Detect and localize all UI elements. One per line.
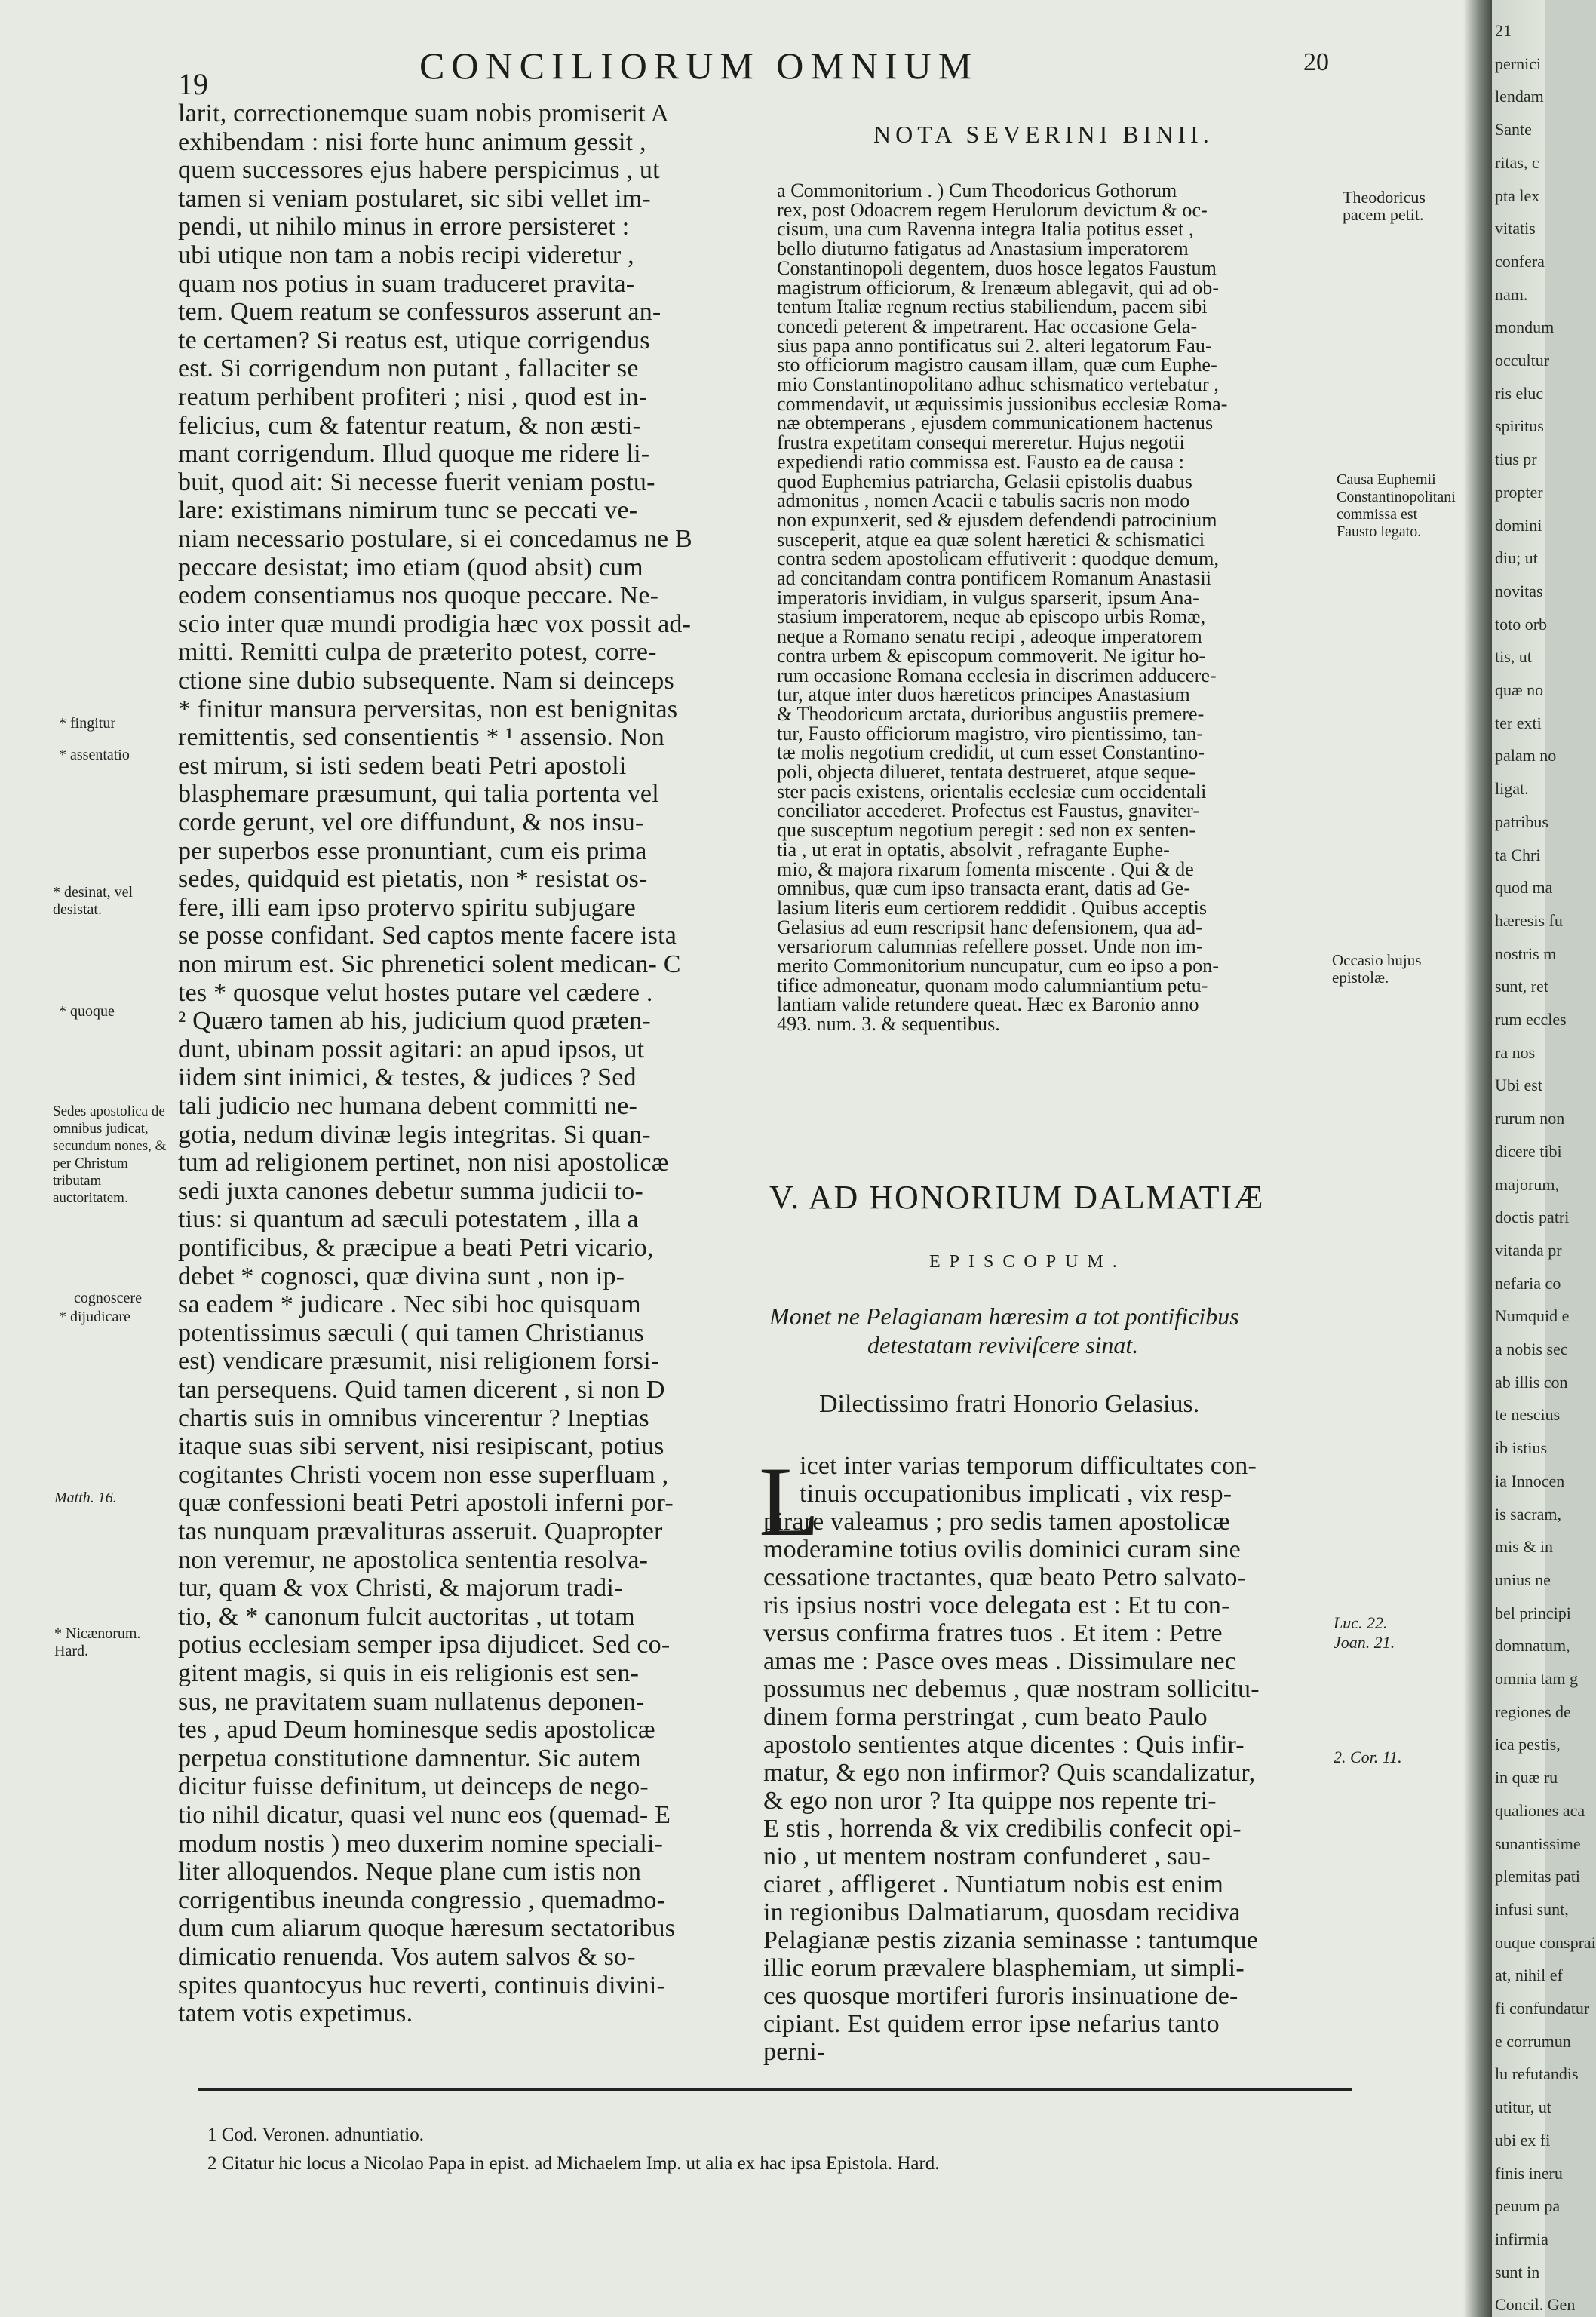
side-note: Joan. 21.: [1334, 1633, 1395, 1652]
adjacent-page-fragment: hæresis fu: [1495, 910, 1563, 930]
text-line: gitent magis, si quis in eis religionis est sen-: [178, 1659, 640, 1687]
adjacent-page-fragment: propter: [1495, 482, 1543, 502]
text-line: mitti. Remitti culpa de præterito potest, corre-: [178, 638, 657, 667]
text-line: tinuis occupationibus implicati , vix resp-: [800, 1480, 1232, 1508]
note-line: tæ molis negotium credidit, ut cum esset Constantino-: [777, 741, 1205, 764]
adjacent-page-fragment: 21: [1495, 21, 1512, 40]
note-line: næ obtemperans , ejusdem communicationem hactenus: [777, 412, 1214, 434]
text-line: corde gerunt, vel ore diffundunt, & nos insu-: [178, 809, 644, 836]
note-line: magistrum officiorum, & Irenæum ablegavit, qui ad ob-: [777, 276, 1220, 299]
note-line: commendavit, ut æquissimis jussionibus ecclesiæ Roma-: [777, 392, 1228, 415]
adjacent-page-fragment: nefaria co: [1495, 1273, 1561, 1293]
text-line: se posse confidant. Sed captos mente facere ista: [178, 922, 677, 950]
adjacent-page-fragment: vitanda pr: [1495, 1240, 1562, 1260]
adjacent-page-fragment: utitur, ut: [1495, 2098, 1551, 2117]
adjacent-page-fragment: doctis patri: [1495, 1208, 1570, 1227]
note-line: contra urbem & episcopum commoverit. Ne igitur ho-: [777, 644, 1206, 667]
text-line: pontificibus, & præcipue a beati Petri vicario,: [178, 1234, 654, 1262]
text-line: debet * cognosci, quæ divina sunt , non ip-: [178, 1262, 625, 1290]
text-line: sedi juxta canones debetur summa judicii to-: [178, 1177, 643, 1205]
adjacent-page-fragment: finis ineru: [1495, 2163, 1563, 2183]
adjacent-page-fragment: plemitas pati: [1495, 1867, 1581, 1886]
text-line: ris ipsius nostri voce delegata est : Et tu con-: [763, 1591, 1230, 1619]
text-line: ciaret , affligeret . Nuntiatum nobis est enim: [763, 1870, 1224, 1898]
text-line: perni-: [763, 2038, 826, 2066]
text-line: tas nunquam prævalituras asseruit. Quapropter: [178, 1518, 663, 1545]
text-line: ces quosque mortiferi furoris insinuatione de-: [763, 1982, 1238, 2010]
text-line: icet inter varias temporum difficultates con-: [800, 1452, 1257, 1480]
text-line: est) vendicare præsumit, nisi religionem forsi-: [178, 1347, 660, 1376]
note-line: versariorum calumnias refellere posset. Unde non im-: [777, 935, 1203, 958]
adjacent-page-fragment: unius ne: [1495, 1570, 1551, 1589]
footnote-rule: [198, 2088, 1352, 2091]
text-line: perpetua constitutione damnentur. Sic autem: [178, 1744, 641, 1772]
adjacent-page-fragment: nostris m: [1495, 944, 1557, 963]
adjacent-page-fragment: Ubi est: [1495, 1076, 1542, 1095]
adjacent-page-fragment: ris eluc: [1495, 383, 1544, 403]
adjacent-page-fragment: Sante: [1495, 120, 1532, 140]
text-line: tem. Quem reatum se confessuros asserunt an-: [178, 298, 661, 327]
adjacent-page-fragment: mis & in: [1495, 1537, 1554, 1557]
text-line: dicitur fuisse definitum, ut deinceps de nego-: [178, 1772, 649, 1801]
text-line: larit, correctionemque suam nobis promiserit A: [178, 100, 670, 127]
adjacent-page-fragment: tius pr: [1495, 450, 1537, 469]
adjacent-page-fragment: is sacram,: [1495, 1504, 1561, 1524]
text-line: tio nihil dicatur, quasi vel nunc eos (quemad- E: [178, 1801, 671, 1829]
margin-note: * quoque: [59, 1003, 115, 1020]
adjacent-page-fragment: infirmia: [1495, 2229, 1548, 2248]
adjacent-page-fragment: occultur: [1495, 351, 1550, 370]
text-line: sedes, quidquid est pietatis, non * resistat os-: [178, 865, 648, 894]
adjacent-page-fragment: fi confundatur: [1495, 1999, 1590, 2018]
text-line: dinem forma perstringat , cum beato Paulo: [763, 1703, 1208, 1731]
text-line: fere, illi eam ipso protervo spiritu subjugare: [178, 893, 636, 922]
note-line: cisum, una cum Ravenna integra Italia potitus esset ,: [777, 218, 1194, 241]
note-line: omnibus, quæ cum ipso transacta erant, datis ad Ge-: [777, 877, 1191, 900]
text-line: & ego non uror ? Ita quippe nos repente tri-: [763, 1787, 1217, 1815]
text-line: versus confirma fratres tuos . Et item : Petre: [763, 1619, 1223, 1647]
text-line: est. Si corrigendum non putant , fallaciter se: [178, 354, 639, 383]
adjacent-page-fragment: infusi sunt,: [1495, 1899, 1569, 1919]
adjacent-page-fragment: rurum non: [1495, 1109, 1565, 1128]
text-line: blasphemare præsumunt, qui talia portenta vel: [178, 780, 659, 809]
note-line: frustra expetitam consequi mereretur. Hujus negotii: [777, 431, 1185, 454]
text-line: reatum perhibent profiteri ; nisi , quod est in-: [178, 383, 648, 411]
text-line: potius ecclesiam semper ipsa dijudicet. Sed co-: [178, 1631, 671, 1659]
side-note: Occasio hujus epistolæ.: [1332, 951, 1422, 987]
text-line: te certamen? Si reatus est, utique corrigendus: [178, 326, 650, 354]
text-line: illic eorum prævalere blasphemiam, ut simpli-: [763, 1954, 1245, 1982]
adjacent-page-fragment: pernici: [1495, 54, 1542, 73]
text-line: tio, & * canonum fulcit auctoritas , ut totam: [178, 1602, 635, 1631]
text-line: ubi utique non tam a nobis recipi videretur ,: [178, 241, 634, 269]
side-note: Causa Euphemii Constantinopolitani commissa est Fausto legato.: [1337, 471, 1456, 540]
adjacent-page-fragment: ia Innocen: [1495, 1471, 1565, 1490]
text-line: tur, quam & vox Christi, & majorum tradi-: [178, 1574, 623, 1603]
text-line: pirare valeamus ; pro sedis tamen apostolicæ: [763, 1508, 1230, 1536]
page-number-right: 20: [1303, 48, 1329, 76]
adjacent-page-fragment: rum eccles: [1495, 1010, 1567, 1029]
text-line: eodem consentiamus nos quoque peccare. Ne-: [178, 582, 659, 610]
text-line: moderamine totius ovilis dominici curam sine: [763, 1536, 1241, 1564]
footnote: 1 Cod. Veronen. adnuntiatio.: [207, 2125, 424, 2145]
adjacent-page-fragment: ab illis con: [1495, 1372, 1568, 1392]
text-line: corrigentibus ineunda congressio , quemadmo-: [178, 1886, 666, 1914]
text-line: tan persequens. Quid tamen dicerent , si non D: [178, 1376, 665, 1404]
note-line: sto officiorum magistro causam illam, quæ cum Euphe-: [777, 354, 1217, 376]
adjacent-page-fragment: ta Chri: [1495, 845, 1541, 864]
note-line: expediendi ratio commissa est. Fausto ea de causa :: [777, 450, 1185, 473]
adjacent-page-fragment: Numquid e: [1495, 1306, 1570, 1326]
text-line: non mirum est. Sic phrenetici solent medican- C: [178, 950, 681, 978]
note-line: a Commonitorium . ) Cum Theodoricus Gothorum: [777, 180, 1177, 201]
margin-note: * desinat, vel desistat.: [53, 884, 134, 918]
side-note: Luc. 22.: [1334, 1613, 1388, 1632]
note-line: rex, post Odoacrem regem Herulorum devictum & oc-: [777, 198, 1208, 221]
text-line: quæ confessioni beati Petri apostoli inferni por-: [178, 1489, 674, 1518]
adjacent-page-fragment: regiones de: [1495, 1702, 1571, 1721]
adjacent-page-fragment: qualiones aca: [1495, 1800, 1585, 1820]
note-line: stasium imperatorem, neque ab episcopo urbis Romæ,: [777, 606, 1206, 628]
text-line: per superbos esse pronuntiant, cum eis prima: [178, 836, 647, 865]
adjacent-page-fragment: spiritus: [1495, 416, 1544, 436]
text-line: felicius, cum & fatentur reatum, & non æsti-: [178, 411, 642, 440]
note-line: mio, & majora rixarum fomenta miscente . Qui & de: [777, 858, 1194, 880]
adjacent-page-fragment: ib istius: [1495, 1438, 1548, 1458]
adjacent-page-fragment: diu; ut: [1495, 548, 1538, 568]
text-line: possumus nec debemus , quæ nostram sollicitu-: [763, 1675, 1260, 1703]
text-line: exhibendam : nisi forte hunc animum gessit ,: [178, 127, 646, 156]
note-line: Gelasius ad eum rescripsit hanc defensionem, qua ad-: [777, 916, 1203, 938]
adjacent-page-fragment: in quæ ru: [1495, 1768, 1558, 1788]
book-gutter: [1463, 0, 1493, 2317]
adjacent-page-fragment: confera: [1495, 251, 1545, 271]
text-line: potentissimus sæculi ( qui tamen Christianus: [178, 1318, 644, 1347]
text-line: apostolo sentientes atque dicentes : Quis infir-: [763, 1731, 1245, 1759]
margin-note: * fingitur: [59, 715, 115, 732]
section-summary-line: Monet ne Pelagianam hæresim a tot pontificibus: [769, 1303, 1239, 1330]
text-line: lare: existimans nimirum tunc se peccati ve-: [178, 496, 638, 525]
text-line: tali judicio nec humana debent committi ne-: [178, 1092, 638, 1120]
adjacent-page-fragment: pta lex: [1495, 186, 1540, 205]
note-line: susceperit, atque ea quæ solent hæretici & schismatici: [777, 528, 1205, 551]
drop-cap: L: [759, 1446, 820, 1557]
note-line: bello diuturno fatigatus ad Anastasium imperatorem: [777, 238, 1189, 260]
adjacent-page-fragment: novitas: [1495, 581, 1543, 600]
text-line: gotia, nedum divinæ legis integritas. Si quan-: [178, 1120, 651, 1149]
note-line: rum occasione Romana ecclesia in discrimen adducere-: [777, 664, 1217, 686]
adjacent-page-fragment: quod ma: [1495, 878, 1553, 898]
text-line: tatem votis expetimus.: [178, 1999, 413, 2028]
text-line: tius: si quantum ad sæculi potestatem , illa a: [178, 1205, 639, 1234]
adjacent-page-fragment: ra nos: [1495, 1042, 1536, 1062]
text-line: tamen si veniam postularet, sic sibi vellet im-: [178, 184, 651, 213]
text-line: * finitur mansura perversitas, non est benignitas: [178, 695, 678, 723]
note-line: tur, atque inter duos hæreticos principes Anastasium: [777, 683, 1190, 706]
note-line: admonitus , nomen Acacii e tabulis sacris non modo: [777, 489, 1190, 512]
adjacent-page-fragment: ritas, c: [1495, 152, 1539, 172]
note-line: quod Euphemius patriarcha, Gelasii epistolis duabus: [777, 470, 1192, 493]
text-line: est mirum, si isti sedem beati Petri apostoli: [178, 751, 627, 780]
adjacent-page-fragment: omnia tam g: [1495, 1669, 1578, 1688]
text-line: cessatione tractantes, quæ beato Petro salvato-: [763, 1564, 1247, 1591]
adjacent-page-fragment: bel principi: [1495, 1603, 1571, 1622]
note-line: tur, Fausto officiorum magistro, viro pientissimo, tan-: [777, 722, 1204, 744]
note-line: contra sedem apostolicam effutiverit : quodque demum,: [777, 548, 1220, 570]
adjacent-page-fragment: sunt in: [1495, 2262, 1540, 2282]
margin-note: Sedes apostolica de omnibus judicat, secundum nones, & per Christum tributam auctoritatem.: [53, 1103, 167, 1206]
note-line: sius papa anno pontificatus sui 2. alteri legatorum Fau-: [777, 334, 1212, 357]
text-line: nio , ut mentem nostram confunderet , sau-: [763, 1843, 1211, 1870]
adjacent-page-fragment: patribus: [1495, 812, 1548, 831]
adjacent-page-fragment: toto orb: [1495, 614, 1548, 634]
adjacent-page-fragment: lendam: [1495, 87, 1544, 106]
text-line: E stis , horrenda & vix credibilis confecit opi-: [763, 1815, 1242, 1843]
adjacent-page-fragment: sunantissime: [1495, 1834, 1581, 1853]
adjacent-page-fragment: lu refutandis: [1495, 2064, 1579, 2084]
adjacent-page-fragment: dicere tibi: [1495, 1141, 1562, 1161]
margin-note: * Nicænorum. Hard.: [54, 1625, 141, 1659]
adjacent-page-fragment: domini: [1495, 515, 1542, 535]
margin-note: * assentatio: [59, 747, 130, 763]
adjacent-page-fragment: a nobis sec: [1495, 1340, 1568, 1358]
text-line: amas me : Pasce oves meas . Dissimulare nec: [763, 1647, 1237, 1675]
note-line: que susceptum negotium peregit : sed non ex senten-: [777, 819, 1196, 842]
adjacent-page-fragment: quæ no: [1495, 680, 1544, 699]
text-line: chartis suis in omnibus vincerentur ? Ineptias: [178, 1404, 649, 1432]
page-number-left: 19: [178, 67, 208, 101]
adjacent-page-fragment: vitatis: [1495, 219, 1536, 238]
text-line: remittentis, sed consentientis * ¹ assensio. Non: [178, 723, 664, 752]
salutation: Dilectissimo fratri Honorio Gelasius.: [819, 1390, 1200, 1418]
adjacent-page-fragment: e corrumun: [1495, 2031, 1571, 2051]
adjacent-page-fragment: majorum,: [1495, 1174, 1559, 1194]
text-line: sus, ne pravitatem suam nullatenus deponen-: [178, 1687, 645, 1716]
note-line: neque a Romano senatu recipi , adeoque imperatorem: [777, 625, 1202, 648]
note-line: imperatoris invidiam, in vulgus sparserit, ipsum Ana-: [777, 586, 1199, 609]
adjacent-page-fragment: mondum: [1495, 318, 1555, 337]
footnote: 2 Citatur hic locus a Nicolao Papa in epist. ad Michaelem Imp. ut alia ex hac ipsa Epistola. Hard.: [207, 2153, 940, 2174]
section-title: V. AD HONORIUM DALMATIÆ: [769, 1179, 1265, 1216]
text-line: dimicatio renuenda. Vos autem salvos & so-: [178, 1943, 636, 1971]
note-line: ad concitandam contra pontificem Romanum Anastasii: [777, 567, 1212, 589]
adjacent-page-fragment: peuum pa: [1495, 2196, 1561, 2216]
adjacent-page-fragment: domnatum,: [1495, 1636, 1570, 1656]
text-line: liter alloquendos. Neque plane cum istis non: [178, 1858, 642, 1886]
text-line: sa eadem * judicare . Nec sibi hoc quisquam: [178, 1290, 641, 1319]
text-line: non veremur, ne apostolica sententia resolva-: [178, 1545, 649, 1574]
note-line: tifice admoneatur, quonam modo calumniantium petu-: [777, 974, 1208, 996]
text-line: dum cum aliarum quoque hæresum sectatoribus: [178, 1914, 676, 1943]
note-line: conciliator accederet. Profectus est Faustus, gnaviter-: [777, 799, 1200, 822]
adjacent-page-fragment: ligat.: [1495, 779, 1529, 799]
note-line: tia , ut erat in optatis, absolvit , refragante Euphe-: [777, 838, 1170, 861]
text-line: niam necessario postulare, si ei concedamus ne B: [178, 525, 692, 553]
adjacent-page-fragment: ter exti: [1495, 713, 1542, 732]
text-line: quem successores ejus habere perspicimus , ut: [178, 156, 660, 185]
side-note: 2. Cor. 11.: [1334, 1748, 1402, 1766]
note-line: merito Commonitorium nuncupatur, cum eo ipso a pon-: [777, 955, 1220, 977]
text-line: itaque suas sibi servent, nisi resipiscant, potius: [178, 1432, 664, 1461]
text-line: matur, & ego non infirmor? Quis scandalizatur,: [763, 1759, 1256, 1787]
text-line: ctione sine dubio subsequente. Nam si deinceps: [178, 667, 674, 695]
margin-note: * dijudicare: [59, 1309, 130, 1325]
text-line: buit, quod ait: Si necesse fuerit veniam postu-: [178, 468, 655, 496]
note-line: Constantinopoli degentem, duos hosce legatos Faustum: [777, 256, 1217, 279]
note-line: mio Constantinopolitano adhuc schismatico vertebatur ,: [777, 373, 1219, 395]
text-line: quam nos potius in suam traduceret pravita-: [178, 269, 635, 298]
section-subtitle: EPISCOPUM.: [929, 1252, 1126, 1272]
text-line: spites quantocyus huc reverti, continuis divini-: [178, 1971, 666, 1999]
note-line: concedi peterent & impetrarent. Hac occasione Gela-: [777, 315, 1198, 337]
text-line: scio inter quæ mundi prodigia hæc vox possit ad-: [178, 609, 692, 638]
adjacent-page-fragment: te nescius: [1495, 1405, 1561, 1425]
text-line: mant corrigendum. Illud quoque me ridere li-: [178, 440, 650, 468]
text-line: tum ad religionem pertinet, non nisi apostolicæ: [178, 1149, 669, 1177]
margin-note: Matth. 16.: [54, 1490, 117, 1506]
adjacent-page-fragment: palam no: [1495, 746, 1557, 766]
adjacent-page-fragment: tis, ut: [1495, 647, 1532, 667]
text-line: pendi, ut nihilo minus in errore persisteret :: [178, 213, 630, 241]
note-line: non expunxerit, sed & ejusdem defendendi patrocinium: [777, 508, 1217, 531]
note-line: & Theodoricum arctata, durioribus angustiis premere-: [777, 702, 1205, 725]
text-line: modum nostis ) meo duxerim nomine speciali-: [178, 1829, 664, 1858]
adjacent-page-fragment: at, nihil ef: [1495, 1966, 1563, 1985]
running-title: CONCILIORUM OMNIUM: [419, 44, 979, 87]
note-line: ster pacis existens, orientalis ecclesiæ cum occidentali: [777, 780, 1207, 803]
adjacent-page-fragment: ica pestis,: [1495, 1735, 1561, 1754]
adjacent-page-fragment: nam.: [1495, 284, 1528, 304]
nota-heading: NOTA SEVERINI BINII.: [873, 121, 1214, 148]
adjacent-page-edge: [1492, 0, 1596, 2317]
note-line: poli, objecta dilueret, tentata destrueret, atque seque-: [777, 761, 1195, 783]
margin-note: cognoscere: [74, 1290, 142, 1306]
section-summary-line: detestatam revivifcere sinat.: [867, 1331, 1139, 1358]
text-line: in regionibus Dalmatiarum, quosdam recidiva: [763, 1898, 1241, 1926]
text-line: iidem sint inimici, & testes, & judices ? Sed: [178, 1063, 637, 1092]
adjacent-page-fragment: sunt, ret: [1495, 977, 1548, 996]
adjacent-page-fragment: ubi ex fi: [1495, 2130, 1551, 2150]
text-line: cipiant. Est quidem error ipse nefarius tanto: [763, 2010, 1220, 2038]
note-line: tentum Italiæ regnum rectius stabiliendum, pacem sibi: [777, 296, 1208, 318]
adjacent-page-fragment: ouque consprai: [1495, 1932, 1596, 1952]
text-line: peccare desistat; imo etiam (quod absit) cum: [178, 553, 643, 582]
text-line: tes , apud Deum hominesque sedis apostolicæ: [178, 1716, 655, 1745]
text-line: Pelagianæ pestis zizania seminasse : tantumque: [763, 1926, 1258, 1954]
note-line: lasium literis eum certiorem reddidit . Quibus acceptis: [777, 896, 1208, 919]
text-line: ² Quæro tamen ab his, judicium quod præten-: [178, 1007, 651, 1036]
text-line: cogitantes Christi vocem non esse superfluam ,: [178, 1460, 669, 1489]
text-line: dunt, ubinam possit agitari: an apud ipsos, ut: [178, 1035, 645, 1063]
note-line: 493. num. 3. & sequentibus.: [777, 1013, 1000, 1036]
note-line: lantiam valide retundere queat. Hæc ex Baronio anno: [777, 993, 1199, 1016]
text-line: tes * quosque velut hostes putare vel cædere .: [178, 978, 653, 1007]
adjacent-page-fragment: Concil. Gen: [1495, 2295, 1576, 2315]
side-note: Theodoricus pacem petit.: [1343, 188, 1426, 224]
